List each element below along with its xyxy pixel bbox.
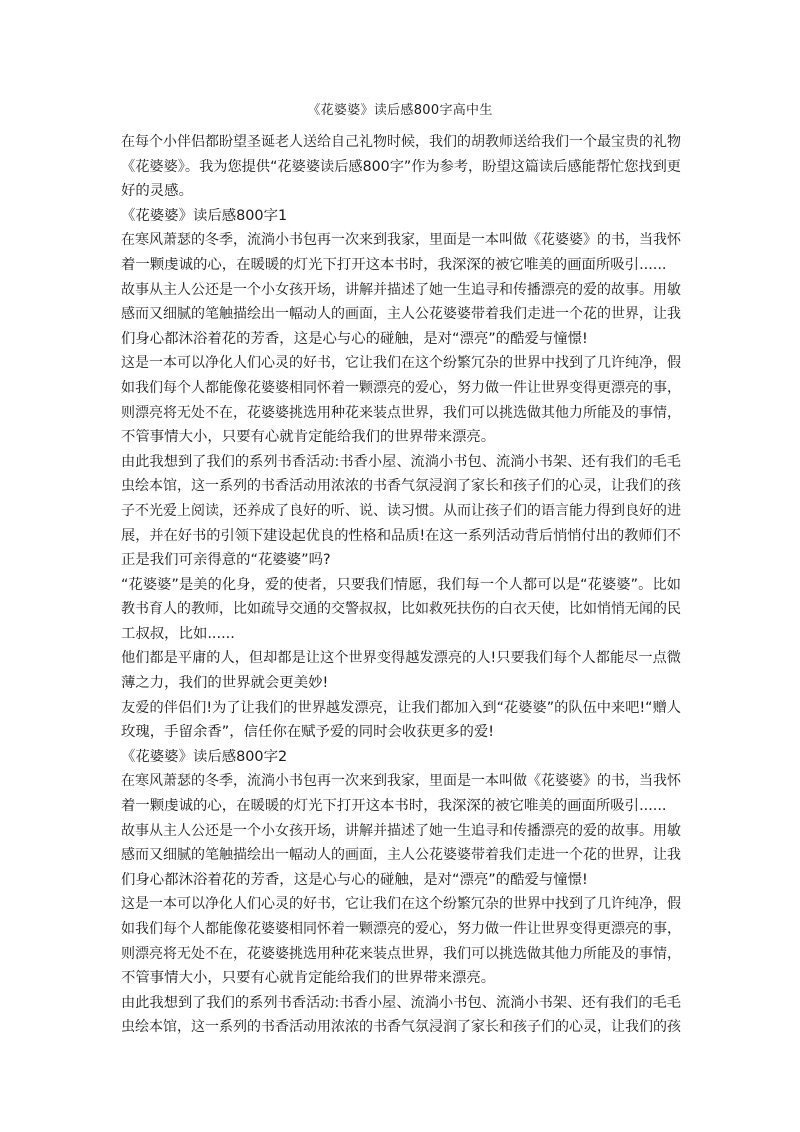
text-line: 着一颗虔诚的心，在暖暖的灯光下打开这本书时，我深深的被它唯美的画面所吸引...... [121,256,667,273]
text-line: “花婆婆”是美的化身，爱的使者，只要我们情愿，我们每一个人都可以是“花婆婆”。比如 [121,576,681,593]
text-line: 不管事情大小，只要有心就肯定能给我们的世界带来漂亮。 [121,429,496,446]
text-line: 在每个小伴侣都盼望圣诞老人送给自己礼物时候，我们的胡教师送给我们一个最宝贵的礼物 [121,134,681,150]
text-line: 虫绘本馆，这一系列的书香活动用浓浓的书香气氛浸润了家长和孩子们的心灵，让我们的孩 [121,1019,681,1036]
text-line: 故事从主人公还是一个小女孩开场，讲解并描述了她一生追寻和传播漂亮的爱的故事。用敏 [121,822,681,839]
text-line: 友爱的伴侣们!为了让我们的世界越发漂亮，让我们都加入到“花婆婆”的队伍中来吧!“赠人 [121,699,681,716]
text-line: 不管事情大小，只要有心就肯定能给我们的世界带来漂亮。 [121,970,496,987]
text-line: 薄之力，我们的世界就会更美妙! [121,675,329,692]
text-line: 正是我们可亲得意的“花婆婆”吗? [121,552,331,569]
text-line: 好的灵感。 [121,183,193,200]
text-line: 则漂亮将无处不在，花婆婆挑选用种花来装点世界，我们可以挑选做其他力所能及的事情， [121,945,681,962]
text-line: 他们都是平庸的人，但却都是让这个世界变得越发漂亮的人!只要我们每个人都能尽一点微 [121,650,681,667]
text-line: 们身心都沐浴着花的芳香，这是心与心的碰触，是对“漂亮”的酷爱与憧憬! [121,871,588,888]
text-line: 工叔叔，比如...... [121,625,235,642]
text-line: 如我们每个人都能像花婆婆相同怀着一颗漂亮的爱心，努力做一件让世界变得更漂亮的事， [121,921,681,937]
text-line: 如我们每个人都能像花婆婆相同怀着一颗漂亮的爱心，努力做一件让世界变得更漂亮的事， [121,379,681,396]
text-line: 玫瑰，手留余香”，信任你在赋予爱的同时会收获更多的爱! [121,724,494,741]
text-line: 《花婆婆》。我为您提供“花婆婆读后感800字”作为参考，盼望这篇读后感能帮忙您找到更 [121,158,681,175]
text-line: 在寒风萧瑟的冬季，流淌小书包再一次来到我家，里面是一本叫做《花婆婆》的书，当我怀 [121,773,681,790]
text-line: 们身心都沐浴着花的芳香，这是心与心的碰触，是对“漂亮”的酷爱与憧憬! [121,330,588,347]
text-line: 感而又细腻的笔触描绘出一幅动人的画面，主人公花婆婆带着我们走进一个花的世界，让我 [121,847,681,864]
text-line: 感而又细腻的笔触描绘出一幅动人的画面，主人公花婆婆带着我们走进一个花的世界，让我 [121,306,681,323]
text-line: 在寒风萧瑟的冬季，流淌小书包再一次来到我家，里面是一本叫做《花婆婆》的书，当我怀 [121,232,681,249]
document-body [121,130,681,1040]
text-line: 这是一本可以净化人们心灵的好书，它让我们在这个纷繁冗杂的世界中找到了几许纯净，假 [121,896,681,913]
text-line: 教书育人的教师，比如疏导交通的交警叔叔，比如救死扶伤的白衣天使，比如悄悄无闻的民 [121,601,681,618]
text-line: 着一颗虔诚的心，在暖暖的灯光下打开这本书时，我深深的被它唯美的画面所吸引...... [121,798,667,815]
text-line: 由此我想到了我们的系列书香活动:书香小屋、流淌小书包、流淌小书架、还有我们的毛毛 [121,994,681,1011]
text-line: 展，并在好书的引领下建设起优良的性格和品质!在这一系列活动背后悄悄付出的教师们不 [121,527,681,544]
text-line: 这是一本可以净化人们心灵的好书，它让我们在这个纷繁冗杂的世界中找到了几许纯净，假 [121,355,681,372]
text-line: 由此我想到了我们的系列书香活动:书香小屋、流淌小书包、流淌小书架、还有我们的毛毛 [121,453,681,470]
text-line: 子不光爱上阅读，还养成了良好的听、说、读习惯。从而让孩子们的语言能力得到良好的进 [121,502,681,519]
text-line: 《花婆婆》读后感800字1 [121,207,288,224]
document-title: 《花婆婆》读后感800字高中生 [307,103,493,118]
text-line: 则漂亮将无处不在，花婆婆挑选用种花来装点世界，我们可以挑选做其他力所能及的事情， [121,404,681,421]
text-line: 虫绘本馆，这一系列的书香活动用浓浓的书香气氛浸润了家长和孩子们的心灵，让我们的孩 [121,478,681,495]
text-line: 故事从主人公还是一个小女孩开场，讲解并描述了她一生追寻和传播漂亮的爱的故事。用敏 [121,281,681,298]
text-line: 《花婆婆》读后感800字2 [121,748,288,765]
